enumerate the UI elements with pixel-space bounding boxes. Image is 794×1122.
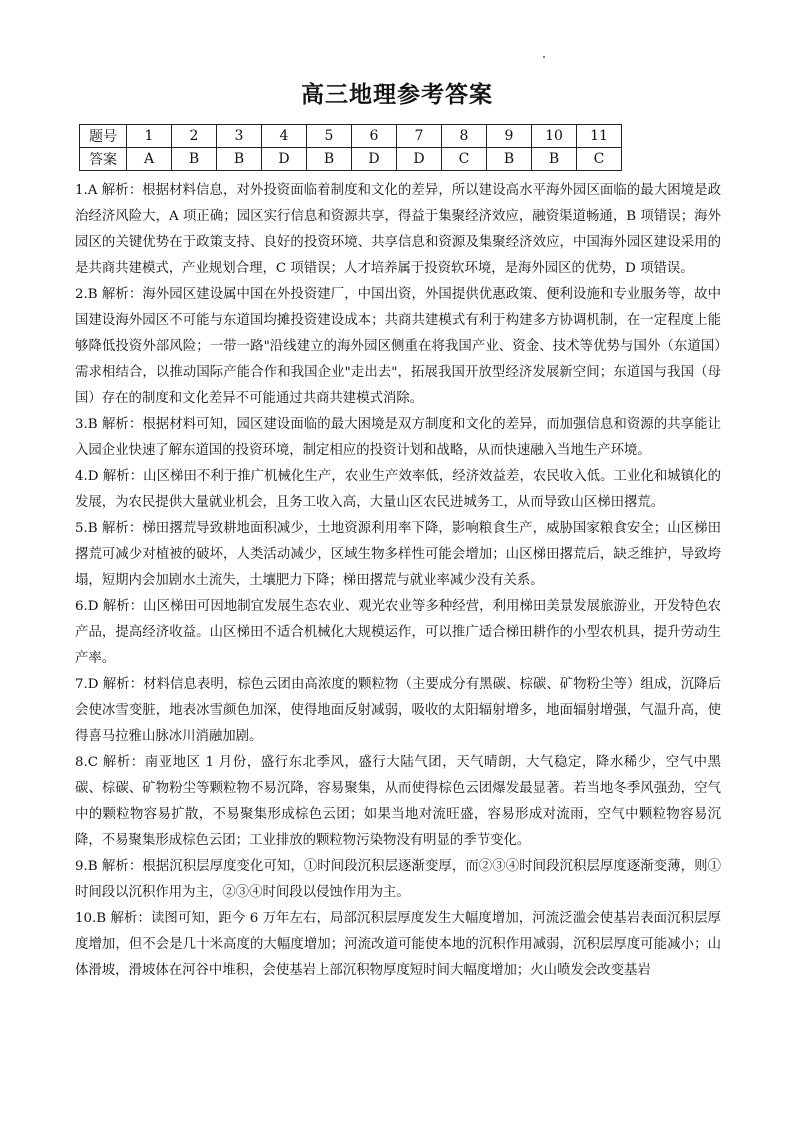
- question-number: 1: [127, 125, 172, 148]
- question-number: 3: [217, 125, 262, 148]
- answer-cell: B: [532, 148, 577, 171]
- question-number: 11: [577, 125, 622, 148]
- answer-cell: B: [217, 148, 262, 171]
- explanation-1: 1.A 解析：根据材料信息，对外投资面临着制度和文化的差异，所以建设高水平海外园区面临的最大困境是政治经济风险大，A 项正确；园区实行信息和资源共享，得益于集聚经济效应，融资渠道畅通，B 项错误；海外园区的关键优势在于政策支持、良好的投资环境、共享信息和资源及集聚经济效应，中国海外园区建设采用的是共商共建模式，产业规划合理，C 项错误；人才培养属于投资软环境，是海外园区的优势，D 项错误。: [75, 183, 721, 276]
- question-number: 2: [172, 125, 217, 148]
- question-row-label: 题号: [80, 125, 127, 148]
- answer-cell: D: [352, 148, 397, 171]
- answer-cell: A: [127, 148, 172, 171]
- scan-speck: [543, 56, 545, 58]
- explanation-10: 10.B 解析：读图可知，距今 6 万年左右，局部沉积层厚度发生大幅度增加，河流泛滥会使基岩表面沉积层厚度增加，但不会是几十米高度的大幅度增加；河流改道可能使本地的沉积作用减弱，沉积层厚度可能减小；山体滑坡，滑坡体在河谷中堆积，会使基岩上部沉积物厚度短时间大幅度增加；火山喷发会改变基岩: [75, 911, 721, 978]
- answer-cell: D: [262, 148, 307, 171]
- answer-table: [79, 124, 622, 171]
- explanation-3: 3.B 解析：根据材料可知，园区建设面临的最大困境是双方制度和文化的差异，而加强信息和资源的共享能让入园企业快速了解东道国的投资环境，制定相应的投资计划和战略，从而快速融入当地生产环境。: [75, 417, 721, 458]
- answer-cell: C: [442, 148, 487, 171]
- page-title: 高三地理参考答案: [301, 82, 493, 108]
- explanation-9: 9.B 解析：根据沉积层厚度变化可知，①时间段沉积层逐渐变厚，而②③④时间段沉积层厚度逐渐变薄，则①时间段以沉积作用为主，②③④时间段以侵蚀作用为主。: [75, 859, 721, 900]
- question-number: 8: [442, 125, 487, 148]
- explanation-2: 2.B 解析：海外园区建设属中国在外投资建厂，中国出资，外国提供优惠政策、便利设施和专业服务等，故中国建设海外园区不可能与东道国均摊投资建设成本；共商共建模式有利于构建多方协调机制，在一定程度上能够降低投资外部风险；一带一路"沿线建立的海外园区侧重在将我国产业、资金、技术等优势与国外（东道国）需求相结合，以推动国际产能合作和我国企业"走出去"，拓展我国开放型经济发展新空间；东道国与我国（母国）存在的制度和文化差异不可能通过共商共建模式消除。: [75, 287, 721, 406]
- answer-cell: B: [307, 148, 352, 171]
- answer-row-label: 答案: [80, 148, 127, 171]
- explanation-4: 4.D 解析：山区梯田不利于推广机械化生产，农业生产效率低，经济效益差，农民收入低。工业化和城镇化的发展，为农民提供大量就业机会，且务工收入高，大量山区农民进城务工，从而导致山区梯田撂荒。: [75, 469, 721, 510]
- explanation-8: 8.C 解析：南亚地区 1 月份，盛行东北季风，盛行大陆气团，天气晴朗，大气稳定，降水稀少，空气中黑碳、棕碳、矿物粉尘等颗粒物不易沉降，容易聚集，从而使得棕色云团爆发最显著。若当地冬季风强劲，空气中的颗粒物容易扩散，不易聚集形成棕色云团；如果当地对流旺盛，容易形成对流雨，空气中颗粒物容易沉降，不易聚集形成棕色云团；工业排放的颗粒物污染物没有明显的季节变化。: [75, 755, 721, 848]
- question-number: 10: [532, 125, 577, 148]
- question-number: 6: [352, 125, 397, 148]
- explanation-5: 5.B 解析：梯田撂荒导致耕地面积减少，土地资源利用率下降，影响粮食生产，威胁国家粮食安全；山区梯田撂荒可减少对植被的破坏，人类活动减少，区域生物多样性可能会增加；山区梯田撂荒后，缺乏维护，导致垮塌，短期内会加剧水土流失，土壤肥力下降；梯田撂荒与就业率减少没有关系。: [75, 521, 721, 588]
- answer-cell: C: [577, 148, 622, 171]
- explanations: [75, 178, 721, 984]
- explanation-7: 7.D 解析：材料信息表明，棕色云团由高浓度的颗粒物（主要成分有黑碳、棕碳、矿物粉尘等）组成，沉降后会使冰雪变脏，地表冰雪颜色加深，使得地面反射减弱，吸收的太阳辐射增多，地面辐射增强，气温升高，使得喜马拉雅山脉冰川消融加剧。: [75, 677, 721, 744]
- answer-cell: D: [397, 148, 442, 171]
- question-number: 9: [487, 125, 532, 148]
- answer-cell: B: [487, 148, 532, 171]
- answer-row: [80, 148, 622, 171]
- explanation-6: 6.D 解析：山区梯田可因地制宜发展生态农业、观光农业等多种经营，利用梯田美景发展旅游业，开发特色农产品，提高经济收益。山区梯田不适合机械化大规模运作，可以推广适合梯田耕作的小型农机具，提升劳动生产率。: [75, 599, 721, 666]
- question-number: 7: [397, 125, 442, 148]
- question-number-row: [80, 125, 622, 148]
- question-number: 5: [307, 125, 352, 148]
- question-number: 4: [262, 125, 307, 148]
- answer-cell: B: [172, 148, 217, 171]
